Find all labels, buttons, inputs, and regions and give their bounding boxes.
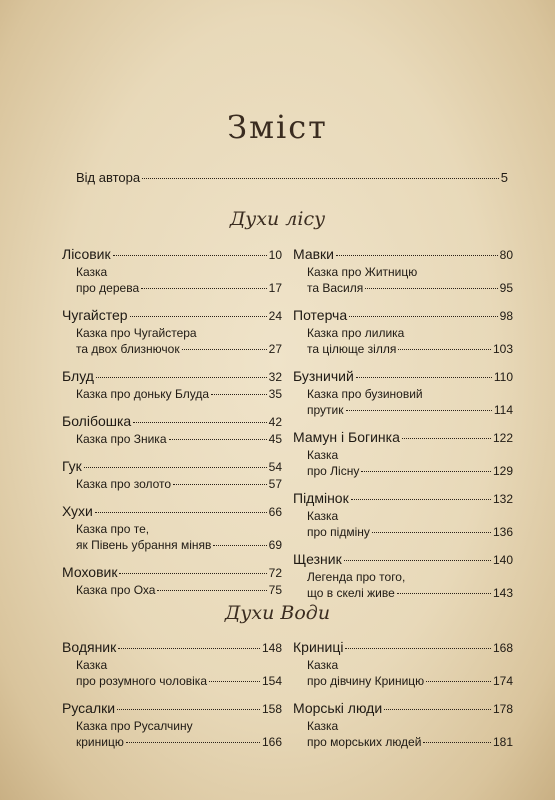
toc-subentry-page: 181 [492, 735, 513, 749]
dot-leader [117, 709, 260, 710]
toc-entry-page: 110 [493, 370, 513, 384]
page-title: Зміст [227, 108, 328, 146]
dot-leader [351, 499, 491, 500]
toc-entry-title: Водяник [62, 639, 117, 655]
toc-subentry[interactable] [293, 280, 513, 296]
toc-subentry-title: що в скелі живе [307, 586, 395, 600]
toc-subentry-line: Легенда про того, [307, 570, 406, 584]
dot-leader [336, 255, 498, 256]
toc-entry[interactable] [293, 306, 513, 325]
toc-entry-title: Мавки [293, 246, 334, 262]
toc-entry[interactable] [293, 489, 513, 508]
toc-subentry-title: як Півень убрання міняв [76, 538, 212, 552]
dot-leader [169, 439, 267, 440]
dot-leader [96, 377, 267, 378]
dot-leader [211, 394, 267, 395]
toc-subentry-page: 57 [268, 477, 282, 491]
toc-entry-page: 5 [500, 170, 508, 185]
toc-subentry-title: про Лісну [307, 464, 360, 478]
toc-subentry-page: 174 [492, 674, 513, 688]
toc-entry[interactable] [62, 412, 282, 431]
toc-entry-page: 42 [268, 415, 282, 429]
toc-entry[interactable] [62, 306, 282, 325]
dot-leader [142, 178, 499, 179]
dot-leader [356, 377, 492, 378]
toc-entry[interactable] [62, 245, 282, 264]
toc-entry-title: Лісовик [62, 246, 111, 262]
toc-entry[interactable] [62, 638, 282, 657]
dot-leader [402, 438, 491, 439]
toc-column-forest-right [293, 245, 513, 601]
toc-entry-page: 72 [268, 566, 282, 580]
toc-subentry-line: Казка про те, [76, 522, 150, 536]
toc-entry-title: Щезник [293, 551, 342, 567]
toc-subentry-page: 103 [492, 342, 513, 356]
toc-subentry[interactable] [62, 582, 282, 598]
toc-entry-title: Хухи [62, 503, 93, 519]
toc-subentry-title: криницю [76, 735, 124, 749]
toc-subentry[interactable] [293, 402, 513, 418]
toc-subentry-title: про підміну [307, 525, 370, 539]
toc-subentry[interactable] [293, 463, 513, 479]
dot-leader [426, 681, 491, 682]
toc-column-water-left [62, 638, 282, 750]
toc-entry[interactable] [293, 367, 513, 386]
toc-column-water-right [293, 638, 513, 750]
toc-subentry-title: та цілюще зілля [307, 342, 397, 356]
toc-subentry[interactable] [62, 537, 282, 553]
toc-subentry-title: про дівчину Криницю [307, 674, 425, 688]
toc-entry[interactable] [293, 699, 513, 718]
toc-subentry-title: про дерева [76, 281, 140, 295]
toc-entry-title: Морські люди [293, 700, 383, 716]
toc-entry[interactable] [293, 428, 513, 447]
toc-subentry-title: Казка про доньку Блуда [76, 387, 210, 401]
dot-leader [365, 288, 497, 289]
section-heading-water: Духи Води [224, 602, 331, 624]
dot-leader [349, 316, 498, 317]
dot-leader [346, 410, 492, 411]
toc-subentry-line: Казка про бузиновий [307, 387, 423, 401]
dot-leader [372, 532, 491, 533]
dot-leader [141, 288, 267, 289]
dot-leader [113, 255, 267, 256]
dot-leader [397, 593, 491, 594]
toc-subentry[interactable] [62, 734, 282, 750]
toc-subentry-title: про морських людей [307, 735, 422, 749]
toc-entry[interactable] [62, 563, 282, 582]
toc-entry-page: 98 [499, 309, 513, 323]
toc-subentry-title: Казка про золото [76, 477, 172, 491]
toc-entry[interactable] [62, 367, 282, 386]
toc-subentry-line: Казка [307, 719, 339, 733]
toc-entry-page: 158 [261, 702, 282, 716]
toc-entry[interactable] [293, 550, 513, 569]
toc-entry-page: 168 [492, 641, 513, 655]
toc-subentry-page: 45 [268, 432, 282, 446]
toc-subentry-page: 35 [268, 387, 282, 401]
toc-entry-page: 140 [492, 553, 513, 567]
toc-subentry-page: 75 [268, 583, 282, 597]
toc-entry-title: Болібошка [62, 413, 132, 429]
toc-subentry-page: 129 [492, 464, 513, 478]
toc-subentry-line: Казка про Русалчину [76, 719, 193, 733]
toc-entry[interactable] [293, 638, 513, 657]
toc-subentry-page: 154 [261, 674, 282, 688]
toc-subentry-line: Казка про Житницю [307, 265, 418, 279]
toc-subentry-page: 143 [492, 586, 513, 600]
dot-leader [423, 742, 491, 743]
toc-subentry[interactable] [62, 386, 282, 402]
section-heading-forest: Духи лісу [229, 208, 326, 230]
toc-subentry-page: 69 [268, 538, 282, 552]
toc-entry-page: 32 [268, 370, 282, 384]
toc-subentry-line: Казка про лилика [307, 326, 405, 340]
toc-entry-page: 66 [268, 505, 282, 519]
dot-leader [118, 648, 260, 649]
toc-subentry-page: 27 [268, 342, 282, 356]
toc-subentry[interactable] [293, 585, 513, 601]
toc-entry[interactable] [293, 245, 513, 264]
dot-leader [130, 316, 267, 317]
toc-entry-title: Русалки [62, 700, 116, 716]
toc-subentry-title: Казка про Оха [76, 583, 156, 597]
toc-subentry-line: Казка [307, 448, 339, 462]
toc-subentry-line: Казка [307, 658, 339, 672]
toc-subentry-page: 95 [499, 281, 513, 295]
toc-subentry-page: 166 [261, 735, 282, 749]
toc-entry-page: 80 [499, 248, 513, 262]
dot-leader [344, 560, 491, 561]
dot-leader [182, 349, 267, 350]
toc-subentry-title: прутик [307, 403, 344, 417]
toc-entry[interactable] [62, 502, 282, 521]
dot-leader [95, 512, 267, 513]
dot-leader [173, 484, 267, 485]
toc-subentry[interactable] [62, 673, 282, 689]
toc-subentry-title: та Василя [307, 281, 364, 295]
toc-entry-title: Потерча [293, 307, 348, 323]
toc-entry-page: 178 [492, 702, 513, 716]
toc-subentry-line: Казка [76, 658, 108, 672]
toc-entry[interactable] [62, 457, 282, 476]
toc-subentry-page: 17 [268, 281, 282, 295]
toc-entry-title: Гук [62, 458, 82, 474]
toc-subentry[interactable] [293, 341, 513, 357]
dot-leader [384, 709, 491, 710]
toc-entry-page: 148 [261, 641, 282, 655]
toc-subentry[interactable] [62, 280, 282, 296]
toc-subentry[interactable] [62, 476, 282, 492]
toc-entry-title: Чугайстер [62, 307, 128, 323]
toc-subentry[interactable] [62, 341, 282, 357]
toc-entry-title: Бузничий [293, 368, 354, 384]
toc-subentry-page: 114 [493, 403, 513, 417]
toc-entry-page: 24 [268, 309, 282, 323]
toc-column-forest-left [62, 245, 282, 598]
toc-entry-title: Від автора [76, 170, 141, 185]
toc-subentry[interactable] [62, 431, 282, 447]
dot-leader [345, 648, 491, 649]
toc-subentry[interactable] [293, 673, 513, 689]
toc-entry-title: Блуд [62, 368, 94, 384]
toc-entry-title: Підмінок [293, 490, 349, 506]
toc-entry-author[interactable] [76, 170, 508, 185]
toc-subentry[interactable] [293, 734, 513, 750]
toc-subentry-title: про розумного чоловіка [76, 674, 207, 688]
dot-leader [157, 590, 266, 591]
dot-leader [119, 573, 266, 574]
toc-subentry-line: Казка про Чугайстера [76, 326, 197, 340]
dot-leader [133, 422, 266, 423]
dot-leader [398, 349, 491, 350]
toc-subentry-line: Казка [76, 265, 108, 279]
toc-subentry-line: Казка [307, 509, 339, 523]
toc-entry-title: Мамун і Богинка [293, 429, 400, 445]
toc-entry-title: Криниці [293, 639, 344, 655]
toc-subentry-title: та двох близнючок [76, 342, 180, 356]
dot-leader [361, 471, 491, 472]
toc-subentry-page: 136 [492, 525, 513, 539]
dot-leader [84, 467, 267, 468]
dot-leader [126, 742, 260, 743]
dot-leader [209, 681, 260, 682]
toc-entry-title: Моховик [62, 564, 118, 580]
toc-entry[interactable] [62, 699, 282, 718]
toc-subentry[interactable] [293, 524, 513, 540]
toc-entry-page: 132 [492, 492, 513, 506]
dot-leader [213, 545, 266, 546]
toc-entry-page: 10 [268, 248, 282, 262]
toc-entry-page: 122 [492, 431, 513, 445]
toc-entry-page: 54 [268, 460, 282, 474]
toc-subentry-title: Казка про Зника [76, 432, 167, 446]
